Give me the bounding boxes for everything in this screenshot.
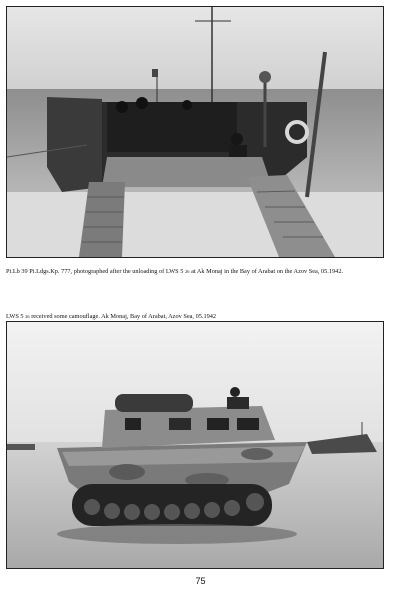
caption-2-suffix: received some camouflage. Ak Monaj, Bay of Arabat, Azov Sea, 05.1942 — [31, 313, 217, 321]
landing-ferry-photo — [6, 6, 384, 258]
caption-1-suffix: at Ak Monaj in the Bay of Arabat on the Azov Sea, 05.1942. — [191, 268, 344, 276]
page-number: 75 — [195, 576, 206, 586]
caption-1-prefix: Pi.Lb 39 Pi.Ldgs.Kp. 777, photographed after the unloading of LWS 5 — [6, 268, 184, 276]
caption-1-subscript: 26 — [184, 269, 190, 275]
landing-ferry-image — [7, 7, 383, 257]
photo-caption-1 — [6, 268, 386, 277]
caption-2-prefix: LWS 5 — [6, 313, 24, 321]
caption-2-subscript: 26 — [25, 314, 30, 320]
amphibious-vehicle-photo — [6, 321, 384, 569]
amphibious-vehicle-image — [7, 322, 383, 568]
